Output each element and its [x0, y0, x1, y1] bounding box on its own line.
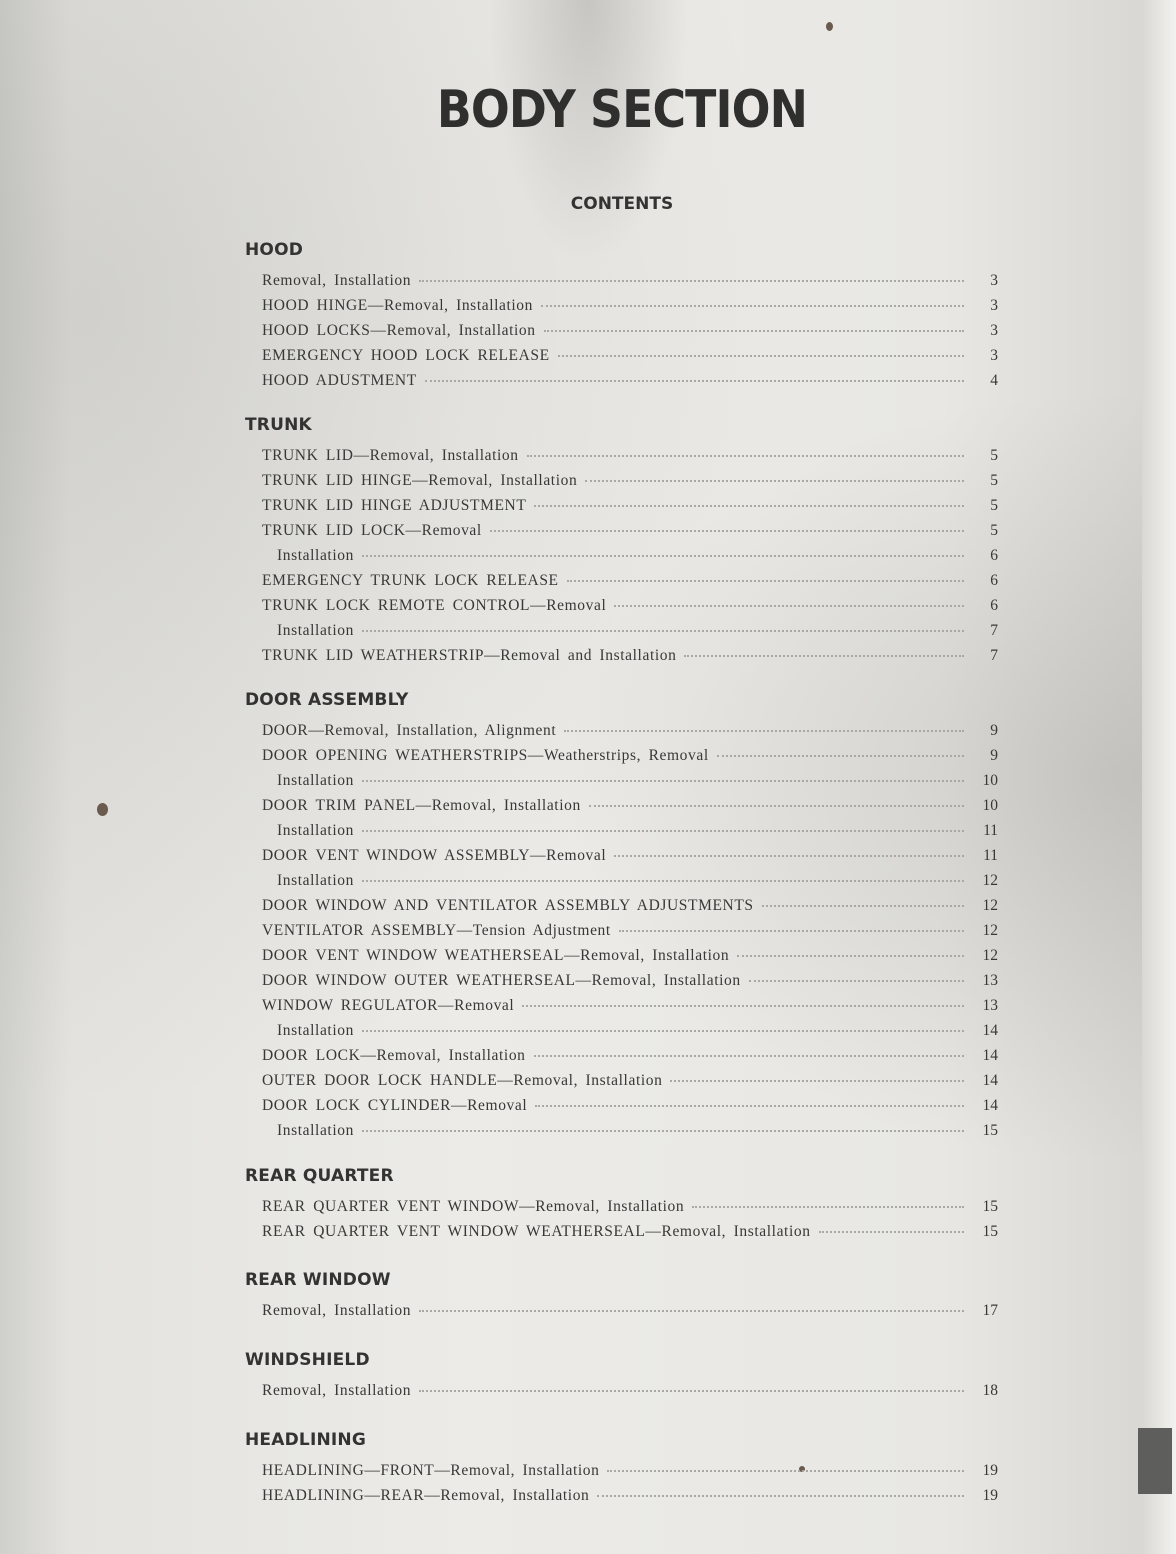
toc-page-number: 10 — [982, 772, 998, 789]
toc-page-number: 15 — [982, 1223, 998, 1240]
contents-heading: CONTENTS — [570, 194, 674, 214]
toc-entry — [262, 1382, 998, 1404]
toc-entry-label: DOOR OPENING WEATHERSTRIPS—Weatherstrips, Removal — [262, 747, 709, 764]
toc-entry — [277, 1122, 998, 1144]
toc-entry — [262, 1047, 998, 1069]
toc-entry-label: Installation — [277, 547, 354, 564]
dot-leader — [535, 1105, 964, 1107]
toc-entry-label: Removal, Installation — [262, 1302, 412, 1319]
toc-page-number: 11 — [983, 847, 998, 864]
dot-leader — [619, 930, 964, 932]
dot-leader — [419, 1390, 964, 1392]
toc-entry-label: WINDOW REGULATOR—Removal — [262, 997, 515, 1014]
toc-entry-label: VENTILATOR ASSEMBLY—Tension Adjustment — [262, 922, 611, 939]
toc-page-number: 14 — [982, 1072, 998, 1089]
toc-entry — [262, 372, 998, 394]
toc-entry-label: Installation — [277, 1022, 354, 1039]
dot-leader — [527, 455, 964, 457]
toc-page-number: 11 — [983, 822, 998, 839]
dot-leader — [567, 580, 964, 582]
toc-page-number: 3 — [990, 347, 998, 364]
toc-entry — [262, 997, 998, 1019]
toc-entry-label: EMERGENCY HOOD LOCK RELEASE — [262, 347, 550, 364]
toc-page-number: 6 — [990, 547, 998, 564]
dot-leader — [819, 1231, 964, 1233]
toc-entry-label: DOOR VENT WINDOW ASSEMBLY—Removal — [262, 847, 607, 864]
toc-entry — [262, 747, 998, 769]
toc-entry — [262, 847, 998, 869]
toc-page-number: 15 — [982, 1198, 998, 1215]
dot-leader — [564, 730, 964, 732]
dot-leader — [589, 805, 964, 807]
toc-entry-label: DOOR VENT WINDOW WEATHERSEAL—Removal, Installation — [262, 947, 730, 964]
toc-page-number: 7 — [990, 647, 998, 664]
toc-entry — [262, 1302, 998, 1324]
toc-page-number: 14 — [982, 1022, 998, 1039]
dot-leader — [737, 955, 964, 957]
section-heading: WINDSHIELD — [245, 1350, 370, 1370]
toc-page-number: 7 — [990, 622, 998, 639]
toc-page-number: 5 — [990, 497, 998, 514]
dot-leader — [670, 1080, 964, 1082]
toc-entry-label: TRUNK LID HINGE ADJUSTMENT — [262, 497, 527, 514]
toc-entry — [277, 772, 998, 794]
toc-entry — [262, 322, 998, 344]
dot-leader — [362, 555, 964, 557]
dot-leader — [558, 355, 964, 357]
section-heading: REAR WINDOW — [245, 1270, 391, 1290]
toc-entry — [277, 872, 998, 894]
toc-entry — [262, 297, 998, 319]
toc-entry-label: DOOR TRIM PANEL—Removal, Installation — [262, 797, 581, 814]
dot-leader — [541, 305, 964, 307]
toc-entry — [262, 947, 998, 969]
toc-page-number: 5 — [990, 472, 998, 489]
section-heading: DOOR ASSEMBLY — [245, 690, 409, 710]
toc-page-number: 9 — [990, 722, 998, 739]
toc-entry — [262, 897, 998, 919]
toc-entry-label: HEADLINING—FRONT—Removal, Installation — [262, 1462, 600, 1479]
toc-page-number: 5 — [990, 522, 998, 539]
dot-leader — [585, 480, 964, 482]
page-edge — [1142, 0, 1176, 1554]
toc-entry-label: Removal, Installation — [262, 1382, 412, 1399]
dot-leader — [362, 1130, 964, 1132]
toc-page-number: 19 — [982, 1487, 998, 1504]
toc-entry-label: DOOR LOCK—Removal, Installation — [262, 1047, 526, 1064]
toc-entry-label: Installation — [277, 1122, 354, 1139]
toc-page-number: 9 — [990, 747, 998, 764]
toc-entry — [262, 472, 998, 494]
toc-page-number: 13 — [982, 997, 998, 1014]
section-heading: REAR QUARTER — [245, 1166, 394, 1186]
dot-leader — [419, 1310, 964, 1312]
toc-entry — [262, 1462, 998, 1484]
toc-page-number: 6 — [990, 572, 998, 589]
toc-entry-label: DOOR—Removal, Installation, Alignment — [262, 722, 557, 739]
dot-leader — [762, 905, 964, 907]
toc-entry — [262, 922, 998, 944]
toc-entry-label: Installation — [277, 772, 354, 789]
toc-entry-label: TRUNK LID—Removal, Installation — [262, 447, 519, 464]
dot-leader — [522, 1005, 964, 1007]
toc-page-number: 12 — [982, 922, 998, 939]
toc-page-number: 6 — [990, 597, 998, 614]
dot-leader — [490, 530, 964, 532]
dot-leader — [425, 380, 964, 382]
toc-entry-label: DOOR LOCK CYLINDER—Removal — [262, 1097, 528, 1114]
toc-entry — [262, 972, 998, 994]
toc-entry-label: DOOR WINDOW OUTER WEATHERSEAL—Removal, Installation — [262, 972, 741, 989]
toc-entry-label: Removal, Installation — [262, 272, 412, 289]
dot-leader — [544, 330, 964, 332]
dot-leader — [362, 880, 964, 882]
toc-entry-label: HOOD ADUSTMENT — [262, 372, 417, 389]
toc-entry — [262, 797, 998, 819]
toc-page-number: 4 — [990, 372, 998, 389]
stain-mark — [97, 803, 108, 816]
dot-leader — [607, 1470, 964, 1472]
toc-entry-label: HOOD HINGE—Removal, Installation — [262, 297, 534, 314]
toc-page-number: 10 — [982, 797, 998, 814]
section-tab-marker — [1138, 1428, 1172, 1494]
toc-entry — [262, 497, 998, 519]
toc-entry-label: OUTER DOOR LOCK HANDLE—Removal, Installation — [262, 1072, 663, 1089]
toc-page-number: 12 — [982, 897, 998, 914]
toc-entry-label: HEADLINING—REAR—Removal, Installation — [262, 1487, 590, 1504]
toc-entry-label: Installation — [277, 622, 354, 639]
toc-entry-label: HOOD LOCKS—Removal, Installation — [262, 322, 536, 339]
toc-entry-label: REAR QUARTER VENT WINDOW—Removal, Installation — [262, 1198, 685, 1215]
toc-entry — [277, 622, 998, 644]
page-title: BODY SECTION — [436, 80, 808, 140]
toc-page-number: 3 — [990, 297, 998, 314]
toc-entry-label: TRUNK LOCK REMOTE CONTROL—Removal — [262, 597, 607, 614]
toc-entry — [277, 822, 998, 844]
toc-entry — [262, 722, 998, 744]
dot-leader — [717, 755, 964, 757]
toc-entry-label: TRUNK LID HINGE—Removal, Installation — [262, 472, 578, 489]
dot-leader — [692, 1206, 964, 1208]
toc-page-number: 15 — [982, 1122, 998, 1139]
toc-page-number: 18 — [982, 1382, 998, 1399]
dot-leader — [534, 1055, 964, 1057]
stain-mark — [826, 22, 833, 31]
section-heading: HOOD — [245, 240, 304, 260]
dot-leader — [534, 505, 964, 507]
toc-entry-label: DOOR WINDOW AND VENTILATOR ASSEMBLY ADJUSTMENTS — [262, 897, 754, 914]
toc-entry — [262, 272, 998, 294]
toc-entry-label: TRUNK LID WEATHERSTRIP—Removal and Installation — [262, 647, 677, 664]
toc-page-number: 3 — [990, 272, 998, 289]
dot-leader — [597, 1495, 964, 1497]
toc-entry — [262, 572, 998, 594]
toc-entry — [262, 347, 998, 369]
dot-leader — [684, 655, 964, 657]
toc-page-number: 14 — [982, 1047, 998, 1064]
toc-entry-label: REAR QUARTER VENT WINDOW WEATHERSEAL—Removal, Installation — [262, 1223, 811, 1240]
toc-entry — [262, 447, 998, 469]
dot-leader — [362, 1030, 964, 1032]
section-heading: HEADLINING — [245, 1430, 366, 1450]
toc-entry-label: EMERGENCY TRUNK LOCK RELEASE — [262, 572, 559, 589]
toc-entry-label: Installation — [277, 822, 354, 839]
dot-leader — [614, 855, 964, 857]
dot-leader — [362, 830, 964, 832]
toc-entry — [262, 1072, 998, 1094]
toc-page-number: 13 — [982, 972, 998, 989]
toc-entry — [262, 647, 998, 669]
toc-entry — [262, 1097, 998, 1119]
toc-entry — [262, 522, 998, 544]
toc-entry-label: TRUNK LID LOCK—Removal — [262, 522, 482, 539]
toc-entry — [262, 1223, 998, 1245]
toc-entry — [262, 1487, 998, 1509]
dot-leader — [749, 980, 964, 982]
toc-entry — [262, 597, 998, 619]
toc-page-number: 19 — [982, 1462, 998, 1479]
toc-page-number: 5 — [990, 447, 998, 464]
dot-leader — [614, 605, 964, 607]
toc-entry — [277, 547, 998, 569]
toc-entry — [277, 1022, 998, 1044]
toc-page-number: 14 — [982, 1097, 998, 1114]
dot-leader — [362, 780, 964, 782]
dot-leader — [362, 630, 964, 632]
section-heading: TRUNK — [245, 415, 312, 435]
toc-entry-label: Installation — [277, 872, 354, 889]
toc-entry — [262, 1198, 998, 1220]
toc-page-number: 12 — [982, 947, 998, 964]
toc-page-number: 12 — [982, 872, 998, 889]
toc-page-number: 3 — [990, 322, 998, 339]
toc-page-number: 17 — [982, 1302, 998, 1319]
dot-leader — [419, 280, 964, 282]
